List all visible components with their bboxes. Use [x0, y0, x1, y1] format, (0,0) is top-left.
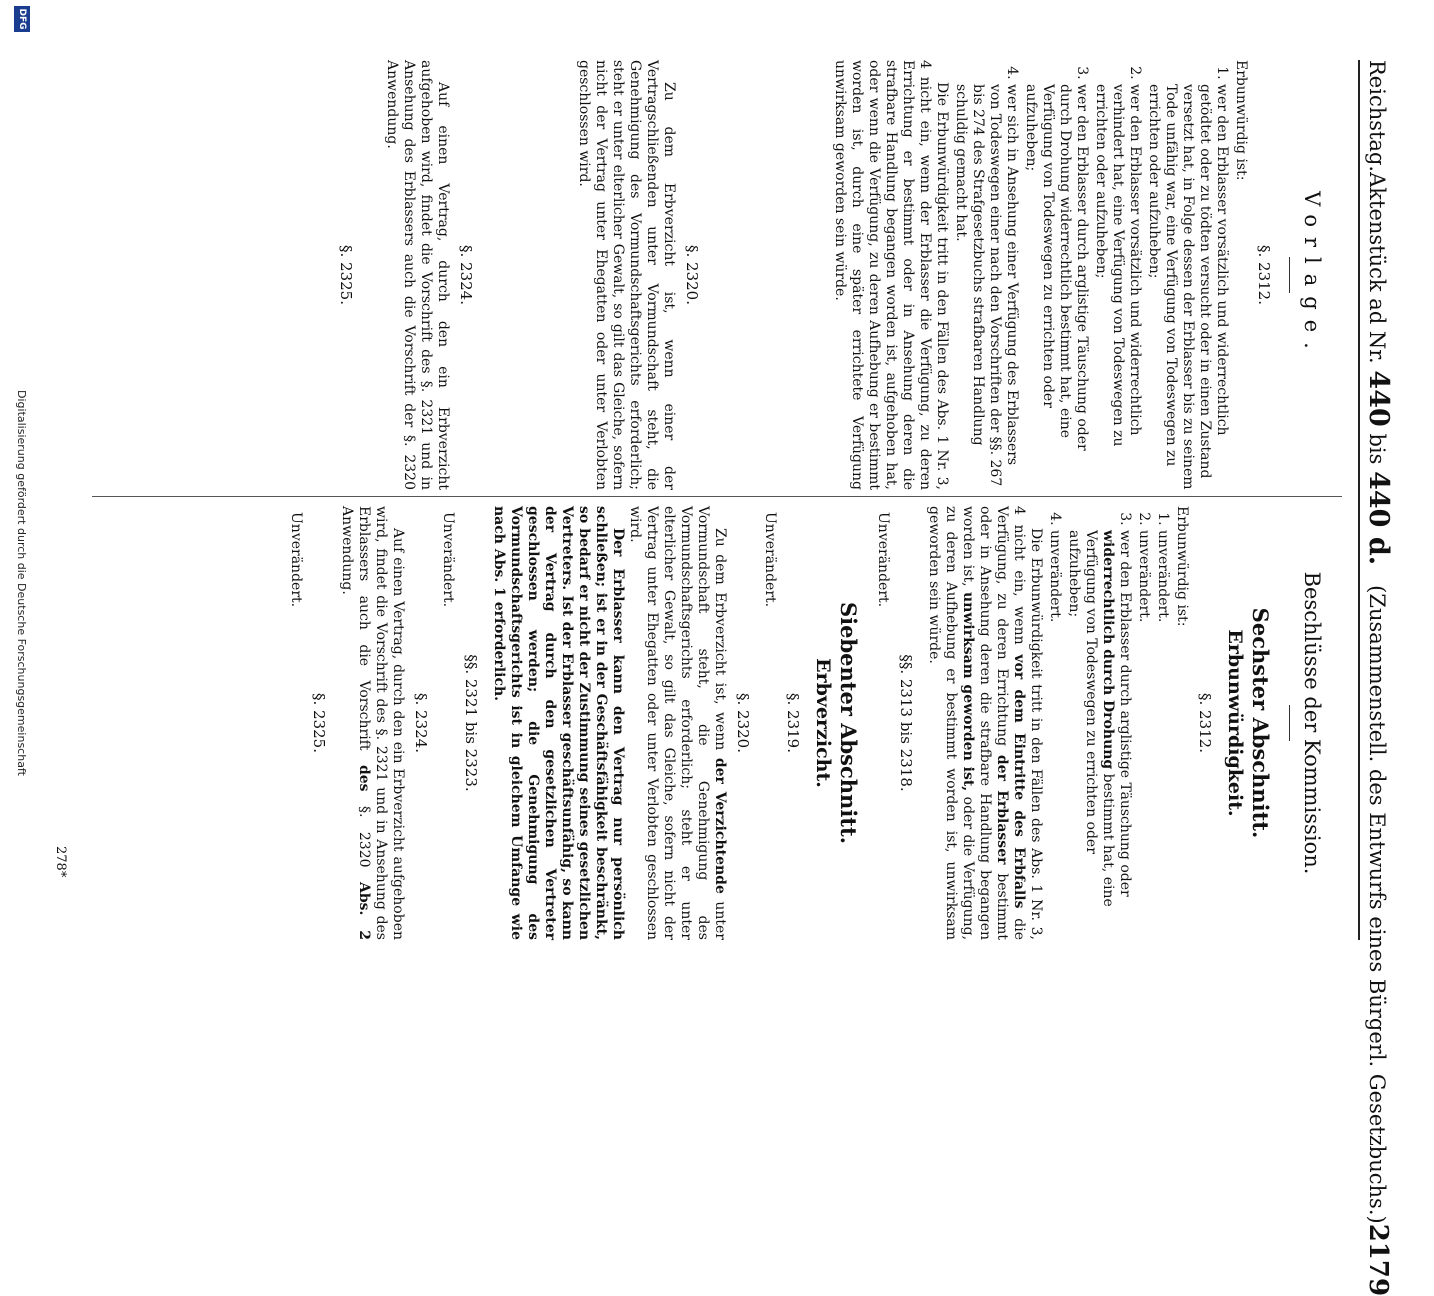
unchanged-note: Unverändert. [762, 512, 778, 608]
list-item: 4. wer sich in Ansehung einer Verfügung des Erblassers von Todeswegen einer nach den Vorschriften der §§. 267 bis 274 des Strafgesetzbuchs strafbaren Handlung schuldig gemacht hat. [952, 84, 1020, 490]
list-item: 2. wer den Erblasser vorsätzlich und widerrechtlich verhindert hat, eine Verfügung von Todeswegen zu errichten oder aufzuheben; [1092, 84, 1143, 490]
paragraph-heading: §. 2324. [457, 245, 475, 305]
spacer [485, 60, 575, 490]
paragraph-heading: §. 2312. [1255, 245, 1273, 305]
paragraph-intro: Erbunwürdig ist: [1174, 506, 1190, 627]
list-item: 1. wer den Erblasser vorsätzlich und widerrechtlich getödtet oder zu tödten versucht oder in einen Zustand versetzt hat, in Folge dessen der Erblasser bis zu seinem Tode unfähig war, eine Verfügung von Todeswegen zu errichten oder aufzuheben; [1145, 84, 1230, 490]
list-item: 2. unverändert. [1135, 530, 1152, 940]
spacer [711, 60, 831, 490]
section-subtitle: Erbunwürdigkeit. [1224, 629, 1246, 817]
paragraph-text: Die Erbunwürdigkeit tritt in den Fällen des Abs. 1 Nr. 3, 4 nicht ein, wenn vor dem Eintritte des Erbfalls die Verfügung, zu deren Errichtung der Erblasser bestimmt oder in Ansehung deren die strafbare Handlung begangen worden ist, unwirksam geworden ist, oder die Verfügung, zu deren Aufhebung er bestimmt worden ist, unwirksam geworden sein würde. [926, 506, 1044, 941]
paragraph-heading: §. 2320. [734, 693, 752, 753]
paragraph-text: Auf einen Vertrag, durch den ein Erbverzicht aufgehoben wird, findet die Vorschrift des §. 2321 und in Ansehung des Erblassers auch die Vorschrift des §. 2320 Abs. 2 Anwendung. [339, 506, 406, 940]
paragraph-text-bold: Der Erblasser kann den Vertrag nur persönlich schließen; ist er in der Geschäftsfähigkeit beschränkt, so bedarf er nicht der Zustimmung seines gesetzlichen Vertreters. Ist der Erblasser geschäftsunfähig, so kann der Vertrag durch den gesetzlichen Vertreter geschlossen werden; die Genehmigung des Vormundschaftsgerichts ist in gleichem Umfange wie nach Abs. 1 erforderlich. [491, 506, 626, 940]
paragraph-heading: §. 2324. [412, 693, 430, 753]
paragraph-text: Zu dem Erbverzicht ist, wenn einer der Vertragschließenden unter Vormundschaft steht, die Genehmigung des Vormundschaftsgerichts erforderlich; steht er unter elterlicher Gewalt, so gilt das Gleiche, sofern nicht der Vertrag unter Ehegatten oder unter Verlobten geschlossen wird. [576, 60, 677, 490]
paragraph-heading: §. 2312. [1196, 693, 1214, 753]
title-rule [1289, 705, 1290, 741]
unchanged-note: Unverändert. [440, 512, 456, 608]
paragraph-intro: Erbunwürdig ist: [1233, 60, 1249, 181]
section-title: Sechster Abschnitt. [1248, 607, 1273, 839]
unchanged-note: Unverändert. [875, 512, 891, 608]
digitization-note: Digitalisierung gefördert durch die Deutsche Forschungsgemeinschaft [15, 390, 28, 776]
paragraph-heading: §§. 2313 bis 2318. [897, 654, 915, 792]
signature-mark: 278* [53, 846, 68, 878]
page-number: 2179 [1363, 1223, 1393, 1296]
header-number-1: 440 [1363, 370, 1394, 427]
list-item: 1. unverändert. [1154, 530, 1171, 940]
page-header [1358, 60, 1394, 1296]
list-item: 3. wer den Erblasser durch arglistige Täuschung oder durch Drohung widerrechtlich bestimmt hat, eine Verfügung von Todeswegen zu errichten oder aufzuheben; [1022, 84, 1090, 490]
paragraph-heading: §. 2325. [337, 245, 355, 305]
right-column-title: Beschlüsse der Kommission. [1300, 571, 1324, 875]
section-subtitle: Erbverzicht. [812, 658, 834, 788]
right-column [92, 506, 1338, 940]
paragraph-heading: §. 2320. [683, 245, 701, 305]
header-left: Reichstag. [1365, 60, 1389, 173]
paragraph-text: Zu dem Erbverzicht ist, wenn der Verzichtende unter Vormundschaft steht, die Genehmigung des Vormundschaftsgerichts erforderlich; steht er unter elterlicher Gewalt, so gilt das Gleiche, sofern nicht der Vertrag unter Ehegatten oder unter Verlobten geschlossen wird. [627, 506, 728, 940]
column-divider [92, 496, 1342, 497]
paragraph-text: Auf einen Vertrag, durch den ein Erbverzicht aufgehoben wird, findet die Vorschrift des §. 2321 und in Ansehung des Erblassers auch die Vorschrift der §. 2320 Anwendung. [384, 60, 451, 490]
header-number-2: 440 d. [1363, 471, 1394, 566]
paragraph-heading: §§. 2321 bis 2323. [462, 654, 480, 792]
header-middle: Aktenstück ad Nr. 440 bis 440 d. (Zusammenstell. des Entwurfs eines Bürgerl. Gesetzbuchs.) [1363, 172, 1394, 1224]
list-item: 3. wer den Erblasser durch arglistige Täuschung oder widerrechtlich durch Drohung bestimmt hat, eine Verfügung von Todeswegen zu errichten oder aufzuheben; [1065, 530, 1133, 940]
left-column-title: Vorlage. [1300, 191, 1324, 359]
paragraph-heading: §. 2319. [784, 693, 802, 753]
section-title: Siebenter Abschnitt. [836, 601, 861, 845]
left-column [92, 60, 1338, 490]
item-list [952, 60, 1230, 490]
spacer [365, 60, 383, 490]
paragraph-text: Die Erbunwürdigkeit tritt in den Fällen des Abs. 1 Nr. 3, 4 nicht ein, wenn der Erblasser die Verfügung, zu deren Errichtung er bestimmt oder in Ansehung deren die strafbare Handlung begangen worden ist, aufgehoben hat, oder wenn die Verfügung, zu deren Aufhebung er bestimmt worden ist, durch eine später errichtete Verfügung unwirksam geworden sein würde. [832, 60, 950, 490]
dfg-logo: DFG [14, 6, 30, 32]
digitization-footer [10, 0, 34, 1000]
unchanged-note: Unverändert. [288, 512, 304, 608]
item-list [1046, 506, 1171, 940]
list-item: 4. unverändert. [1046, 530, 1063, 940]
title-rule [1289, 257, 1290, 293]
paragraph-heading: §. 2325. [310, 693, 328, 753]
